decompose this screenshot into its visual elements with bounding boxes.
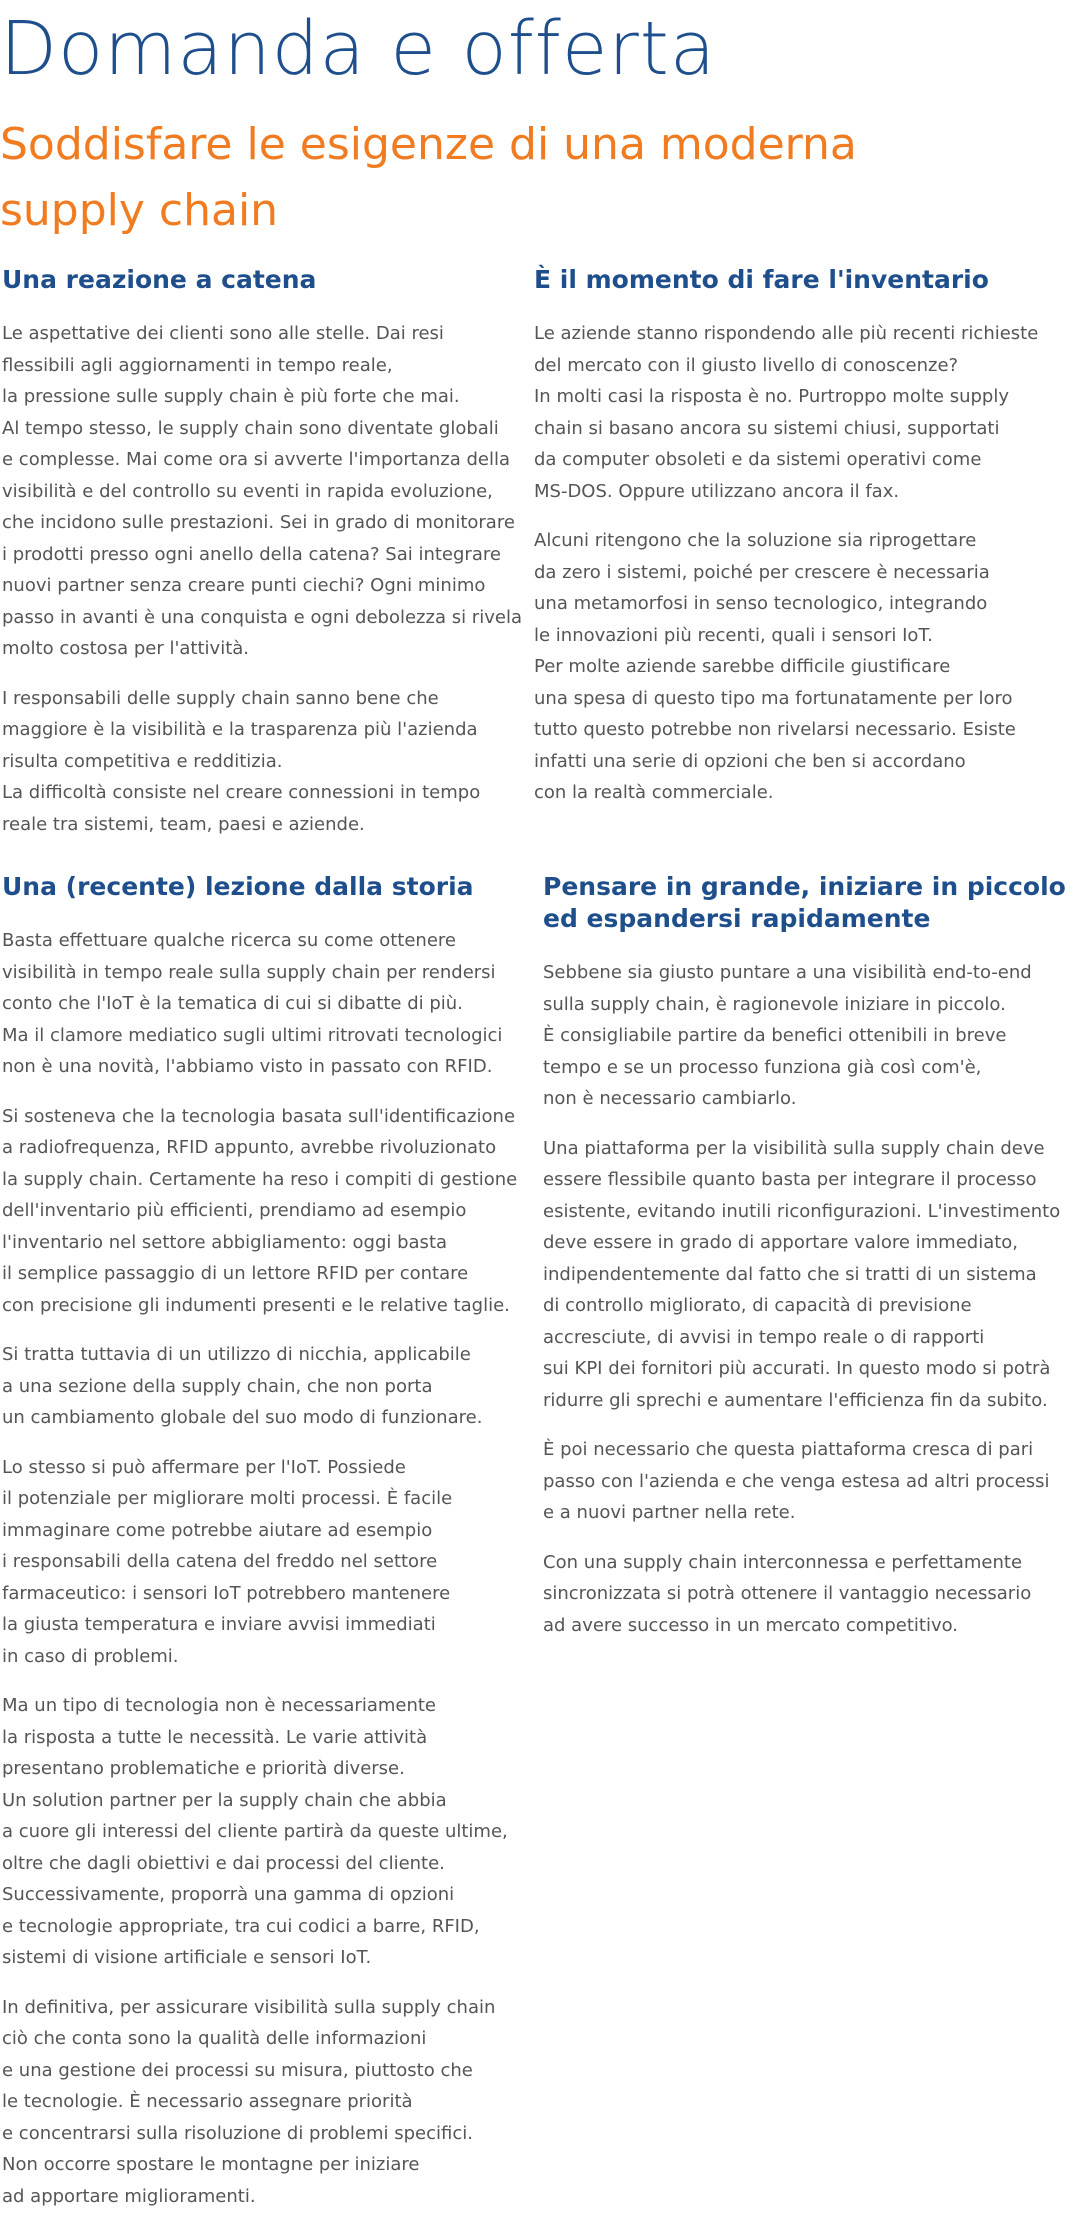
paragraph: Lo stesso si può affermare per l'IoT. Possiede il potenziale per migliorare molti processi. È facile immaginare come potrebbe aiutare ad esempio i responsabili della catena del freddo nel settore farmaceutico: i sensori IoT potrebbero mantenere la giusta temperatura e inviare avvisi immediati in caso di problemi. [2, 1456, 453, 1667]
section-heading: Pensare in grande, iniziare in piccolo ed espandersi rapidamente [543, 872, 1066, 933]
paragraph: Le aziende stanno rispondendo alle più recenti richieste del mercato con il giusto livello di conoscenze? In molti casi la risposta è no. Purtroppo molte supply chain si basano ancora su sistemi chiusi, supportati da computer obsoleti e da sistemi operativi come MS-DOS. Oppure utilizzano ancora il fax. [534, 323, 1039, 502]
paragraph: In definitiva, per assicurare visibilità sulla supply chain ciò che conta sono la qualità delle informazioni e una gestione dei processi su misura, piuttosto che le tecnologie. È necessario assegnare priorità e concentrarsi sulla risoluzione di problemi specifici. Non occorre spostare le montagne per iniziare ad apportare miglioramenti. [2, 1996, 496, 2207]
page-subtitle: Soddisfare le esigenze di una moderna supply chain [0, 119, 857, 236]
section-heading: Una reazione a catena [2, 265, 317, 294]
section-inventory [534, 264, 1074, 827]
paragraph: Alcuni ritengono che la soluzione sia riprogettare da zero i sistemi, poiché per crescere è necessaria una metamorfosi in senso tecnologico, integrando le innovazioni più recenti, quali i sensori IoT. Per molte aziende sarebbe difficile giustificare una spesa di questo tipo ma fortunatamente per loro tutto questo potrebbe non rivelarsi necessario. Esiste infatti una serie di opzioni che ben si accordano con la realtà commerciale. [534, 530, 1016, 803]
paragraph: Basta effettuare qualche ricerca su come ottenere visibilità in tempo reale sulla supply chain per rendersi conto che l'IoT è la tematica di cui si dibatte di più. Ma il clamore mediatico sugli ultimi ritrovati tecnologici non è una novità, l'abbiamo visto in passato con RFID. [2, 930, 503, 1077]
paragraph: Con una supply chain interconnessa e perfettamente sincronizzata si potrà ottenere il vantaggio necessario ad avere successo in un mercato competitivo. [543, 1551, 1032, 1636]
paragraph: Si tratta tuttavia di un utilizzo di nicchia, applicabile a una sezione della supply chain, che non porta un cambiamento globale del suo modo di funzionare. [2, 1344, 483, 1428]
paragraph: Sebbene sia giusto puntare a una visibilità end-to-end sulla supply chain, è ragionevole iniziare in piccolo. È consigliabile partire da benefici ottenibili in breve tempo e se un processo funziona già così com'è, non è necessario cambiarlo. [543, 962, 1032, 1109]
paragraph: I responsabili delle supply chain sanno bene che maggiore è la visibilità e la trasparenza più l'azienda risulta competitiva e redditizia. La difficoltà consiste nel creare connessioni in tempo reale tra sistemi, team, paesi e aziende. [2, 687, 481, 835]
section-heading: Una (recente) lezione dalla storia [2, 872, 474, 901]
section-heading: È il momento di fare l'inventario [534, 265, 989, 294]
paragraph: È poi necessario che questa piattaforma cresca di pari passo con l'azienda e che venga estesa ad altri processi e a nuovi partner nella rete. [543, 1439, 1050, 1523]
paragraph: Si sosteneva che la tecnologia basata sull'identificazione a radiofrequenza, RFID appunto, avrebbe rivoluzionato la supply chain. Certamente ha reso i compiti di gestione dell'inventario più efficienti, prendiamo ad esempio l'inventario nel settore abbigliamento: oggi basta il semplice passaggio di un lettore RFID per contare con precisione gli indumenti presenti e le relative taglie. [2, 1105, 518, 1316]
section-history-lesson [2, 871, 522, 2230]
paragraph: Le aspettative dei clienti sono alle stelle. Dai resi flessibili agli aggiornamenti in tempo reale, la pressione sulle supply chain è più forte che mai. Al tempo stesso, le supply chain sono diventate globali e complesse. Mai come ora si avverte l'importanza della visibilità e del controllo su eventi in rapida evoluzione, che incidono sulle prestazioni. Sei in grado di monitorare i prodotti presso ogni anello della catena? Sai integrare nuovi partner senza creare punti ciechi? Ogni minimo passo in avanti è una conquista e ogni debolezza si rivela molto costosa per l'attività. [2, 323, 522, 659]
paragraph: Ma un tipo di tecnologia non è necessariamente la risposta a tutte le necessità. Le varie attività presentano problematiche e priorità diverse. Un solution partner per la supply chain che abbia a cuore gli interessi del cliente partirà da queste ultime, oltre che dagli obiettivi e dai processi del cliente. Successivamente, proporrà una gamma di opzioni e tecnologie appropriate, tra cui codici a barre, RFID, sistemi di visione artificiale e sensori IoT. [2, 1695, 508, 1968]
section-think-big [543, 871, 1076, 1659]
page-title: Domanda e offerta [0, 6, 717, 92]
section-chain-reaction [2, 264, 522, 858]
paragraph: Una piattaforma per la visibilità sulla supply chain deve essere flessibile quanto basta per integrare il processo esistente, evitando inutili riconfigurazioni. L'investimento deve essere in grado di apportare valore immediato, indipendentemente dal fatto che si tratti di un sistema di controllo migliorato, di capacità di previsione accresciute, di avvisi in tempo reale o di rapporti sui KPI dei fornitori più accurati. In questo modo si potrà ridurre gli sprechi e aumentare l'efficienza fin da subito. [543, 1137, 1061, 1411]
